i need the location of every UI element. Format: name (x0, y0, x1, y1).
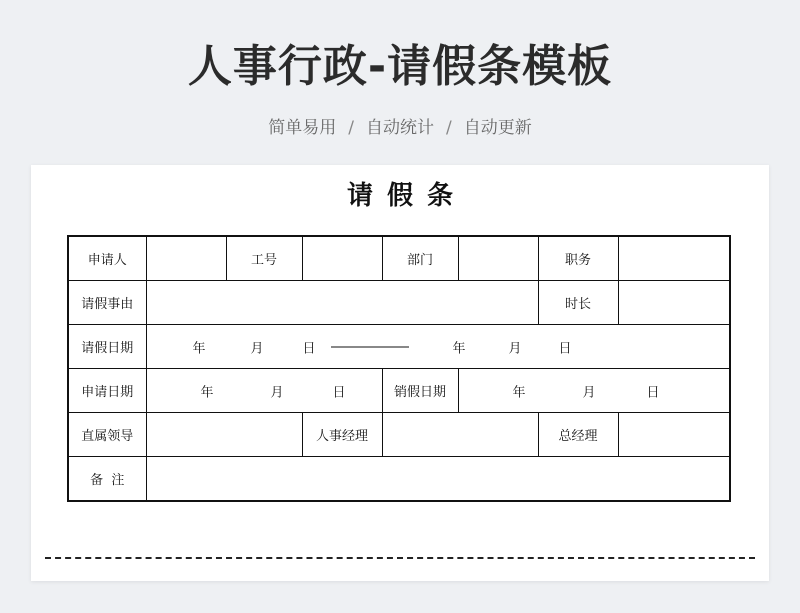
apply-date-label: 申请日期 (68, 369, 146, 413)
month-text: 月 (582, 385, 596, 400)
cut-line (45, 557, 755, 559)
remarks-label: 备 注 (68, 457, 146, 502)
separator: / (348, 118, 354, 138)
subtitle (0, 113, 800, 138)
month-text: 月 (270, 385, 284, 400)
feature-auto-update: 自动更新 (463, 118, 532, 138)
department-label: 部门 (382, 236, 458, 281)
cancel-date-label: 销假日期 (382, 369, 458, 413)
remarks-field[interactable] (146, 457, 730, 502)
applicant-field[interactable] (146, 236, 226, 281)
department-field[interactable] (458, 236, 538, 281)
employee-id-label: 工号 (226, 236, 302, 281)
position-label: 职务 (538, 236, 618, 281)
duration-label: 时长 (538, 281, 618, 325)
applicant-label: 申请人 (68, 236, 146, 281)
month-text: 月 (508, 341, 522, 356)
form-sheet (31, 165, 769, 581)
feature-easy: 简单易用 (268, 118, 337, 138)
general-manager-label: 总经理 (538, 413, 618, 457)
supervisor-label: 直属领导 (68, 413, 146, 457)
general-manager-field[interactable] (618, 413, 730, 457)
duration-field[interactable] (618, 281, 730, 325)
month-text: 月 (250, 341, 264, 356)
day-text: 日 (646, 385, 660, 400)
leave-reason-label: 请假事由 (68, 281, 146, 325)
year-text: 年 (192, 341, 206, 356)
hr-manager-label: 人事经理 (302, 413, 382, 457)
position-field[interactable] (618, 236, 730, 281)
year-text: 年 (200, 385, 214, 400)
apply-date-field[interactable] (146, 369, 382, 413)
leave-date-range[interactable] (146, 325, 730, 369)
form-title: 请假条 (346, 181, 467, 211)
day-text: 日 (302, 341, 316, 356)
separator: / (446, 118, 452, 138)
hr-manager-field[interactable] (382, 413, 538, 457)
range-dash (331, 339, 409, 354)
cancel-date-field[interactable] (458, 369, 730, 413)
supervisor-field[interactable] (146, 413, 302, 457)
leave-date-label: 请假日期 (68, 325, 146, 369)
year-text: 年 (452, 341, 466, 356)
page-title: 人事行政-请假条模板 (187, 41, 613, 92)
day-text: 日 (558, 341, 572, 356)
feature-auto-stat: 自动统计 (366, 118, 434, 138)
day-text: 日 (332, 385, 346, 400)
year-text: 年 (512, 385, 526, 400)
leave-reason-field[interactable] (146, 281, 538, 325)
leave-form-table (67, 235, 731, 502)
employee-id-field[interactable] (302, 236, 382, 281)
